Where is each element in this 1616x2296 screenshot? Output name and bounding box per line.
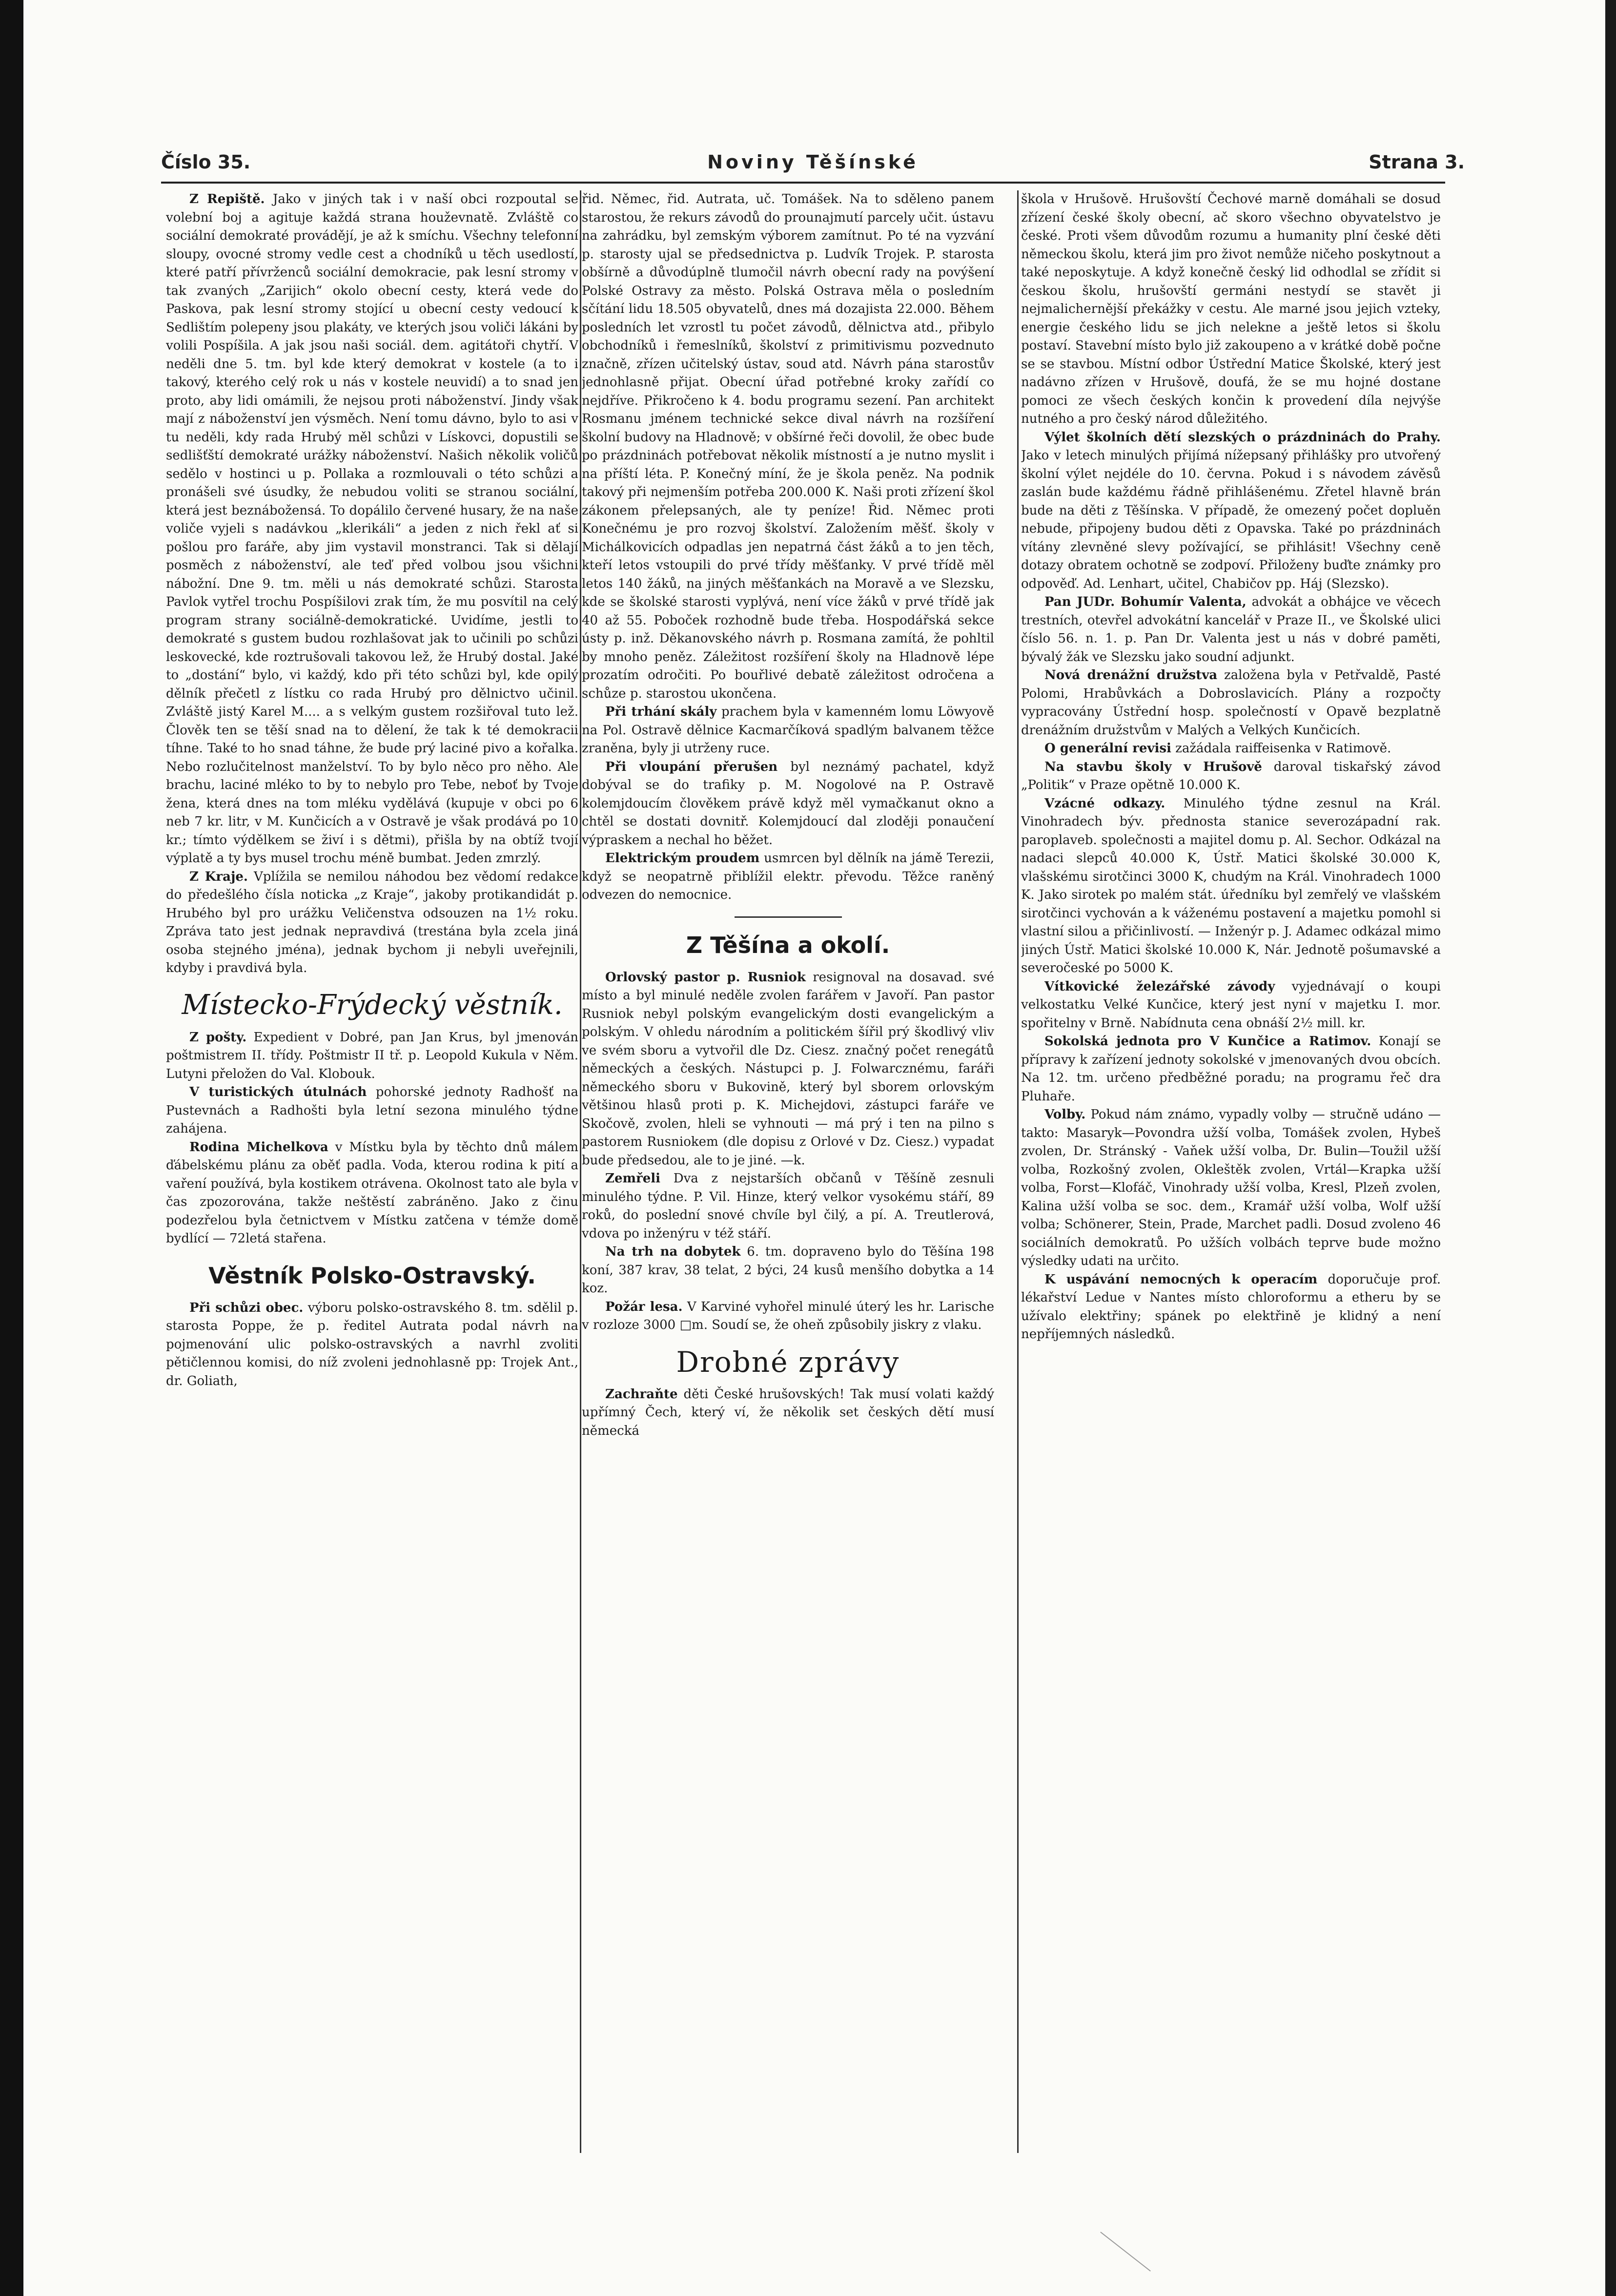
page-header	[156, 151, 1470, 181]
article-text: vyjednávají o koupi velkostatku Velké Kunčice, který jest nyní v majetku I. mor. spořitelny v Brně. Nabídnuta cena obnáší 2½ mill. kr.	[1021, 979, 1441, 1031]
headline: Sokolská jednota pro V Kunčice a Ratimov.	[1044, 1034, 1371, 1049]
article-text: Minulého týdne zesnul na Král. Vinohradech býv. přednosta stanice severozápadní rak. paroplaveb. společnosti a majitel domu p. Al. Sechor. Odkázal na nadaci slepců 40.000 K, Ústř. Matici školské 30.000 K, vlašskému sirotčinci 3000 K, chudým na Král. Vinohradech 1000 K. Jako sirotek po malém stát. úředníku byl zemřelý ve vlašském sirotčinci vychován a k váženému postavení a majetku pomohl si vlastní silou a přičinlivostí. — Inženýr p. J. Adamec odkázal mimo jiných Ústř. Matici školské 10.000 K, Nár. Jednotě pošumavské a severočeské po 5000 K.	[1021, 796, 1441, 975]
article-z-kraje	[166, 868, 578, 978]
issue-number: Číslo 35.	[161, 151, 251, 173]
article-continued: škola v Hrušově. Hrušovští Čechové marně domáhali se dosud zřízení české školy obecní, ač skoro všechno obyvatelstvo je české. Proti všem důvodům rozumu a humanity plní české děti německou školu, která jim pro život nemůže ničeho poskytnout a také neposkytuje. A když konečně český lid odhodlal se zřídit si českou školu, hrušovští germáni nestydí se stavět ji nejmalichernější překážky v cestu. Ale marné jsou jejich vzteky, energie českého lidu se jich nelekne a ještě letos si školu postaví. Stavební místo bylo již zakoupeno a v krátké době počne se se stavbou. Místní odbor Ústřední Matice Školské, který jest nadávno zřízen v Hrušově, doufá, že se mu hojné dostane pomoci ze všech českých končin k provedení díla nejvýše nutného a pro český národ důležitého.	[1021, 192, 1441, 426]
article-text: Jako v letech minulých přijímá nížepsaný přihlášky pro utvořený školní výlet nejdéle do 10. června. Pokud i s návodem závěsů zaslán bude každému řádně přihlášenému. Zřetel hlavně brán bude na děti z Těšínska. V případě, že omezený počet dopluěn nebude, připojeny budou děti z Opavska. Také po prázdninách vítány zlevněné slevy požívající, se přihlásit! Všechny ceně dotazy obratem ochotně se zodpoví. Přiloženy buďte známky pro odpověď. Ad. Lenhart, učitel, Chabičov pp. Háj (Slezsko).	[1021, 448, 1441, 591]
column-2	[582, 190, 994, 2153]
newspaper-title: Noviny Těšínské	[707, 151, 919, 173]
article-text: výboru polsko-ostravského 8. tm. sdělil p. starosta Poppe, že p. ředitel Autrata podal návrh na pojmenování ulic polsko-ostravských a navrhl zvoliti pětičlennou komisi, do níž zvoleni jednohlasně pp: Trojek Ant., dr. Goliath,	[166, 1300, 578, 1388]
headline: Volby.	[1044, 1107, 1086, 1122]
article-continued: řid. Němec, řid. Autrata, uč. Tomášek. Na to sděleno panem starostou, že rekurs závodů do prounajmutí parcely učit. ústavu na zahrádku, byl zemským výborem zamítnut. Po té na vyzvání p. starosty ujal se předsednictva p. Ludvík Trojek. P. starosta obšírně a důvodúplně tlumočil návrh obecní rady na povýšení Polské Ostravy za město. Polská Ostrava měla o posledním sčítání lidu 18.505 obyvatelů, dnes má dozajista 22.000. Během posledních let vzrostl tu počet závodů, dělnictva atd., přibylo obchodníků i řemeslníků, školství z primitivismu pozvednuto značně, zřízen učitelský ústav, soud atd. Návrh pána starostův jednohlasně přijat. Obecní úřad potřebné kroky zařídí co nejdříve. Přikročeno k 4. bodu programu sezení. Pan architekt Rosmanu jménem technické sekce dival návrh na rozšíření školní budovy na Hladnově; v obšírné řeči dovolil, že obec bude po prázdninách potřebovat několik místností a je nutno myslit i na příští léta. P. Konečný míní, že je škola peněz. Na podnik takový při nejmenším potřeba 200.000 K. Naši proti zřízení škol zákonem přelepsaných, ale ty peníze! Řid. Němec proti Konečnému je pro rozvoj školství. Založením měšť. školy v Michálkovicích odpadlas jen nepatrná část žáků a to jen těch, kteří letos vstoupili do prvé třídy měšťanky. V prvé třídě měl letos 140 žáků, na jiných měšťankách na Moravě a ve Slezsku, kde se školské starosti vyplývá, není více žáků v prvé třídě jak 40 až 55. Poboček rozhodně bude třeba. Hospodářská sekce ústy p. inž. Děkanovského návrh p. Rosmana zamítá, že pohltil by mnoho peněz. Záležitost rozšíření školy na Hladnově lépe prozatím odročiti. Po bouřlivé debatě záležitost odročena a schůze p. starostou ukončena.	[582, 192, 994, 701]
article-text: Jako v jiných tak i v naší obci rozpoutal se volební boj a agituje každá strana houževnatě. Zvláště co sociální demokraté provádějí, je až k smíchu. Všechny telefonní sloupy, ovocné stromy vedle cest a chodníků u těch usedlostí, které patří přívrženců sociální demokracie, pak lesní stromy v tak zvaných „Zarijich“ okolo obecní cesty, která vede do Paskova, pak lesní stromy stojící u obecní cesty vedoucí k Sedlištím polepeny jsou plakáty, ve kterých jsou voliči lákáni by volili Pospíšila. A jak jsou naši sociál. dem. agitátoři chytří. V neděli dne 5. tm. byl kde který demokrat v kostele (a to i takový, kterého celý rok u nás v kostele neuvidí) a to snad jen proto, aby lidi omámili, že nejsou proti náboženství. Jindy však mají z náboženství jen výsměch. Není tomu dávno, bylo to asi v tu neděli, kdy rada Hrubý měl schůzi v Lískovci, dopustili se sedlišťští demokraté urážky náboženství. Našich několik voličů sedělo v hostinci u p. Pollaka a rozmlouvali o této schůzi a pronášeli své úsudky, že nebudou voliti se stranou sociální, která jest beznábožensá. To dopálilo červené husary, že na naše voliče vyjeli s nadávkou „klerikáli“ a jeden z nich řekl ať si pošlou pro faráře, aby jim vystavil monstranci. Tak si dělají posměch z náboženství, ale teď před volbou jsou všichni nábožní. Dne 9. tm. měli u nás demokraté schůzi. Starosta Pavlok vytřel trochu Pospíšilovi zrak tím, že mu posvítil na celý program strany sociálně-demokratické. Uvidíme, jestli to demokraté s gustem budou rozhlašovat jak to učinili po schůzi leskovecké, kde roztrušovali takovou lež, že Hrubý dostal. Jaké to „dostání“ bylo, vi každý, kdo při této schůzi byl, kde opilý dělník přečetl z lístku co rada Hrubý pro dělnictvo učinil. Zvláště jistý Karel M.... a s velkým gustem rozšiřoval tuto lež. Člověk ten se těší snad na to dělení, že tak k té demokracii tíhne. Také to ho snad táhne, že bude prý laciné pivo a kořalka. Nebo rozlučitelnost manželství. To by bylo něco pro něho. Ale brachu, laciné mléko to by to nebylo pro Tebe, neboť by Tvoje žena, která dnes na tom mléku vydělává (kupuje v obci po 6 neb 7 kr. litr, v M. Kunčicích a v Ostravě je však prodává po 10 kr.; tímto výdělkem se živí i s dětmi), přišla by na obtíž tvojí výplatě a ty bys musel trochu méně bumbat. Jeden zmrzlý.	[166, 192, 578, 866]
column-1	[166, 190, 578, 2153]
article-text: 6. tm. dopraveno bylo do Těšína 198 koní, 387 krav, 38 telat, 2 býci, 24 kusů menšího dobytka a 14 koz.	[582, 1244, 994, 1296]
headline: Požár lesa.	[605, 1299, 683, 1314]
article-zachrante	[582, 1386, 994, 1441]
headline: Zemřeli	[605, 1171, 661, 1186]
section-heading-drobne-zpravy: Drobné zprávy	[676, 1345, 900, 1379]
section-heading-mistecko: Místecko-Frýdecký věstník.	[182, 989, 563, 1021]
headline: Z pošty.	[189, 1030, 247, 1045]
headline: Orlovský pastor p. Rusniok	[605, 970, 806, 985]
article-text: doporučuje prof. lékařství Ledue v Nantes místo chloroformu a etheru by se užívalo elektřiny; spánek po elektřině je klidný a není nepříjemných následků.	[1021, 1272, 1441, 1342]
article-text: daroval tiskařský závod „Politik“ v Praze opětně 10.000 K.	[1021, 759, 1441, 792]
article-stavba-skoly	[1021, 758, 1441, 795]
article-text: v Místku byla by těchto dnů málem ďábelskému plánu za oběť padla. Voda, kterou rodina k pití a vaření používá, byla kostikem otrávena. Okolnost tato ale byla v čas zpozorována, takže neštěstí zabráněno. Jako z činu podezřelou byla četnictvem v Místku zatčena v témže domě bydlící — 72letá stařena.	[166, 1139, 578, 1246]
article-uspavani-nemocnych	[1021, 1271, 1441, 1344]
page-fold-mark	[1100, 2232, 1151, 2272]
article-text: V Karviné vyhořel minulé úterý les hr. Larische v rozloze 3000 □m. Soudí se, že oheň způsobily jiskry z vlaku.	[582, 1299, 994, 1332]
column-divider-1	[580, 190, 581, 2153]
section-divider	[735, 916, 842, 918]
article-text: advokát a obhájce ve věcech trestních, otevřel advokátní kancelář v Praze II., ve Školské ulici číslo 56. n. 1. p. Pan Dr. Valenta jest u nás v dobré paměti, bývalý žák ve Slezsku jako soudní adjunkt.	[1021, 595, 1441, 664]
article-text: pohorské jednoty Radhošť na Pustevnách a Radhošti byla letní sezona minulého týdne zahájena.	[166, 1085, 578, 1136]
article-pozar-lesa	[582, 1298, 994, 1335]
headline: Při trhání skály	[605, 704, 717, 719]
article-judr-valenta	[1021, 593, 1441, 666]
article-rodina-michelkova	[166, 1138, 578, 1248]
article-text: Konají se přípravy k zařízení jednoty sokolské v jmenovaných dvou obcích. Na 12. tm. určeno předběžné poradu; na programu řeč dra Pluhaře.	[1021, 1034, 1441, 1104]
article-repiste	[166, 190, 578, 868]
article-text: byl neznámý pachatel, když dobýval se do trafiky p. M. Nogolové na P. Ostravě kolemjdoucím člověkem právě když měl vymačkanut okno a chtěl se dostati dovnitř. Kolemjdoucí dal zloději ponaučení výpraskem a nechal ho běžet.	[582, 759, 994, 848]
article-schuze-obec	[166, 1299, 578, 1391]
article-drenazni-druzstva	[1021, 666, 1441, 740]
article-text: děti České hrušovských! Tak musí volati každý upřímný Čech, který ví, že několik set českých dětí musí německá	[582, 1386, 994, 1438]
headline: Na stavbu školy v Hrušově	[1044, 759, 1262, 774]
article-turisticke-utulny	[166, 1083, 578, 1138]
headline: Rodina Michelkova	[189, 1139, 328, 1155]
headline: V turistických útulnách	[189, 1085, 367, 1099]
headline: Při schůzi obec.	[189, 1300, 304, 1315]
article-elektricky-proud	[582, 849, 994, 905]
article-generalni-revise	[1021, 740, 1441, 758]
headline: Zachraňte	[605, 1386, 678, 1402]
article-text: založena byla v Petřvaldě, Pasté Polomi, Hrabůvkách a Dobroslavicích. Plány a rozpočty vypracovány Ústřední hosp. společností v Opavě bezplatně drenážním družstvům v Malých a Velkých Kunčicích.	[1021, 668, 1441, 738]
column-3	[1021, 190, 1441, 2153]
section-heading-polsko-ostravsky: Věstník Polsko-Ostravský.	[208, 1262, 536, 1289]
article-text: resignoval na dosavad. své místo a byl minulé neděle zvolen farářem v Javoří. Pan pastor Rusniok nebyl polským evangelickým dosti evangelickým a polským. V ohledu národním a politickém šířil prý škodlivý vliv ve svém sboru a vytvořil dle Dz. Ciesz. značný počet renegátů německých a českých. Nástupci p. J. Folwarcznému, faráři německého sboru v Bukovině, který byl sborem orlovským většinou hlasů proti p. K. Michejdovi, zástupci faráře ve Skočově, zvolen, hleli se vyhnouti — má prý i ten na pilno s pastorem Rusniokem (dle dopisu z Orlové v Dz. Ciesz.) vypadat bude předsedou, ale to je jiné. —k.	[582, 970, 994, 1168]
page-number: Strana 3.	[1369, 151, 1465, 173]
headline: O generální revisi	[1044, 741, 1171, 756]
article-vzacne-odkazy	[1021, 795, 1441, 978]
article-text: Pokud nám známo, vypadly volby — stručně udáno — takto: Masaryk—Povondra užší volba, Tomášek zvolen, Hybeš zvolen, Dr. Stránský - Vaňek užší volba, Dr. Bulin—Toužil užší volba, Rozkošný zvolen, Okleštěk zvolen, Vrtál—Krapka užší volba, Forst—Klofáč, Vinohrady užší volba, Kresl, Plzeň zvolen, Kalina užší volba se soc. dem., Kramář užší volba, Wolf užší volba; Schönerer, Stein, Prade, Marchet padli. Dosud zvoleno 46 sociálních demokratů. Po užších volbách teprve bude možno výsledky udati na určito.	[1021, 1107, 1441, 1268]
article-trh-dobytek	[582, 1243, 994, 1298]
article-trhani-skaly	[582, 703, 994, 758]
article-z-posty	[166, 1029, 578, 1084]
headline: Z Repiště.	[189, 192, 265, 207]
headline: Výlet školních dětí slezských o prázdninách do Prahy.	[1044, 430, 1441, 445]
article-orlovsky-pastor	[582, 969, 994, 1170]
headline: Elektrickým proudem	[605, 851, 760, 866]
article-zemreli	[582, 1170, 994, 1243]
article-vloupani	[582, 758, 994, 850]
article-vylet-skolnich-deti	[1021, 429, 1441, 594]
headline: Vzácné odkazy.	[1044, 796, 1166, 811]
article-text: Dva z nejstarších občanů v Těšíně zesnuli minulého týdne. P. Vil. Hinze, který velkor vysokému stáří, 89 roků, do poslední snové chvíle byl čilý, a pí. A. Treutlerová, vdova po inženýru v též stáří.	[582, 1171, 994, 1241]
headline: Z Kraje.	[189, 869, 248, 884]
headline: K uspávání nemocných k operacím	[1044, 1272, 1318, 1287]
article-text: Expedient v Dobré, pan Jan Krus, byl jmenován poštmistrem II. třídy. Poštmistr II tř. p. Leopold Kukula v Něm. Lutyni přeložen do Val. Klobouk.	[166, 1030, 578, 1081]
header-rule	[161, 182, 1445, 184]
headline: Na trh na dobytek	[605, 1244, 741, 1259]
article-text: Vplížila se nemilou náhodou bez vědomí redakce do předešlého čísla noticka „z Kraje“, jakoby protikandidát p. Hrubého byl pro urážku Veličenstva odsouzen na 1½ roku. Zpráva tato jest jednak nepravdivá (trestána byla zcela jiná osoba stejného jména), jednak bychom ji nebyli uveřejnili, kdyby i pravdivá byla.	[166, 869, 578, 975]
headline: Při vloupání přerušen	[605, 759, 778, 774]
article-volby	[1021, 1106, 1441, 1271]
article-sokolska-jednota	[1021, 1033, 1441, 1106]
left-scan-border	[0, 0, 23, 2296]
headline: Vítkovické železářské závody	[1044, 979, 1275, 994]
section-heading-z-tesina: Z Těšína a okolí.	[686, 931, 890, 958]
article-vitkovicke-zavody	[1021, 978, 1441, 1033]
article-text: usmrcen byl dělník na jámě Terezii, když se neopatrně přiblížil elektr. převodu. Těžce raněný odvezen do nemocnice.	[582, 851, 994, 902]
article-text: prachem byla v kamenném lomu Löwyově na Pol. Ostravě dělnice Kacmarčíková spadlým balvanem těžce zraněna, byly ji utrženy ruce.	[582, 704, 994, 756]
headline: Pan JUDr. Bohumír Valenta,	[1044, 595, 1247, 609]
article-text: zažádala raiffeisenka v Ratimově.	[1175, 741, 1391, 756]
column-divider-2	[1017, 190, 1019, 2153]
headline: Nová drenážní družstva	[1044, 668, 1218, 683]
right-scan-border	[1605, 0, 1616, 2296]
